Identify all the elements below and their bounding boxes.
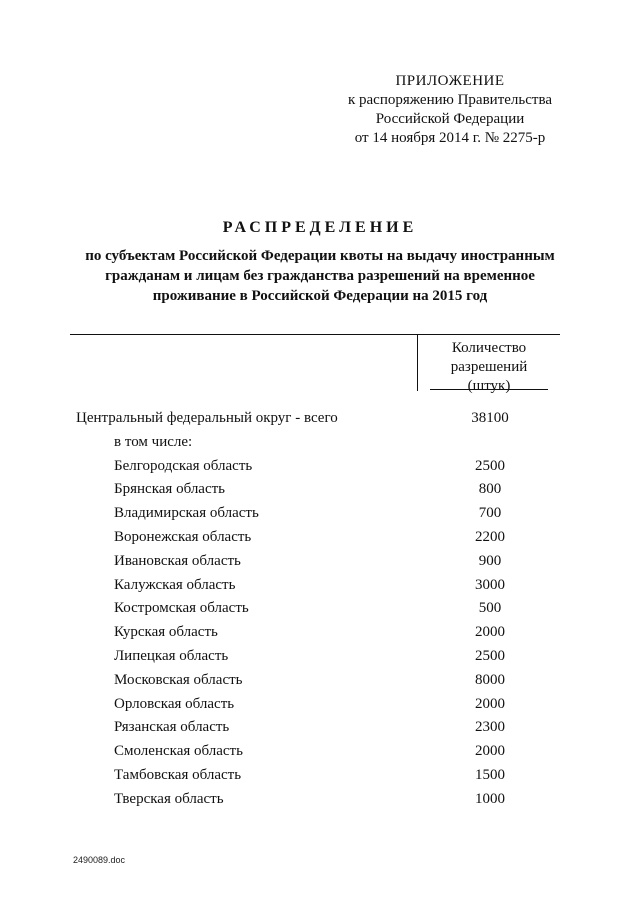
permit-count: 38100 [471,410,509,426]
quantity-header-line-2: разрешений [450,359,528,375]
document-code: 2490089.doc [73,855,126,865]
table-row [0,644,640,668]
table-row [0,763,640,787]
region-name: Московская область [114,671,243,688]
table-row [0,430,640,454]
region-name: Тверская область [114,790,224,807]
permit-count: 800 [478,481,502,498]
table-row [0,477,640,501]
table-row [0,668,640,692]
permit-count: 1000 [475,790,505,807]
header-underline [430,389,548,390]
region-name: Орловская область [114,695,235,712]
permit-count: 8000 [475,671,505,688]
subtitle-line-3: проживание в Российской Федерации на 2015 год [152,288,488,304]
table-body [0,406,640,811]
permit-count: 2300 [475,719,505,736]
region-name: Воронежская область [114,528,252,545]
document-title: РАСПРЕДЕЛЕНИЕ [222,219,418,236]
permit-count: 3000 [475,576,505,593]
document-subtitle [60,246,580,306]
appendix-line-2: к распоряжению Правительства [347,92,552,108]
table-row [0,406,640,430]
table-row [0,549,640,573]
table-row [0,715,640,739]
table-row [0,454,640,478]
subtitle-line-1: по субъектам Российской Федерации квоты на выдачу иностранным [85,248,555,264]
table-row [0,620,640,644]
table-row [0,501,640,525]
appendix-line-3: Российской Федерации [375,111,525,127]
permit-count: 2200 [475,528,505,545]
region-name: Липецкая область [114,647,229,664]
region-name: Владимирская область [114,505,259,522]
region-name: Рязанская область [114,719,230,736]
appendix-header [300,72,600,148]
subtitle-line-2: гражданам и лицам без гражданства разрешений на временное [105,268,535,284]
quantity-header-line-1: Количество [451,340,527,356]
region-name: Брянская область [114,481,226,498]
table-header [70,334,560,394]
region-name: Смоленская область [114,743,243,760]
permit-count: 2000 [475,624,505,641]
permit-count: 500 [478,600,502,617]
table-row [0,739,640,763]
region-name: Калужская область [114,576,236,593]
region-name: Белгородская область [114,457,253,474]
region-name: Костромская область [114,600,249,617]
table-row [0,525,640,549]
table-row [0,573,640,597]
permit-count: 2000 [475,695,505,712]
permit-count: 2500 [475,647,505,664]
quantity-column-header [418,339,560,396]
permit-count: 2000 [475,743,505,760]
appendix-line-4: от 14 ноября 2014 г. № 2275-р [354,130,546,146]
appendix-title: ПРИЛОЖЕНИЕ [395,73,505,89]
quantity-header-line-3: (штук) [467,378,511,394]
region-name: Ивановская область [114,552,241,569]
permit-count: 2500 [475,457,505,474]
permit-count: 700 [478,505,502,522]
permit-count: 1500 [475,766,505,783]
permit-count: 900 [478,552,502,569]
region-name: Тамбовская область [114,766,242,783]
table-row [0,787,640,811]
table-row [0,692,640,716]
region-name: Центральный федеральный округ - всего [76,410,338,426]
table-row [0,596,640,620]
region-name: в том числе: [114,433,193,450]
region-name: Курская область [114,624,218,641]
